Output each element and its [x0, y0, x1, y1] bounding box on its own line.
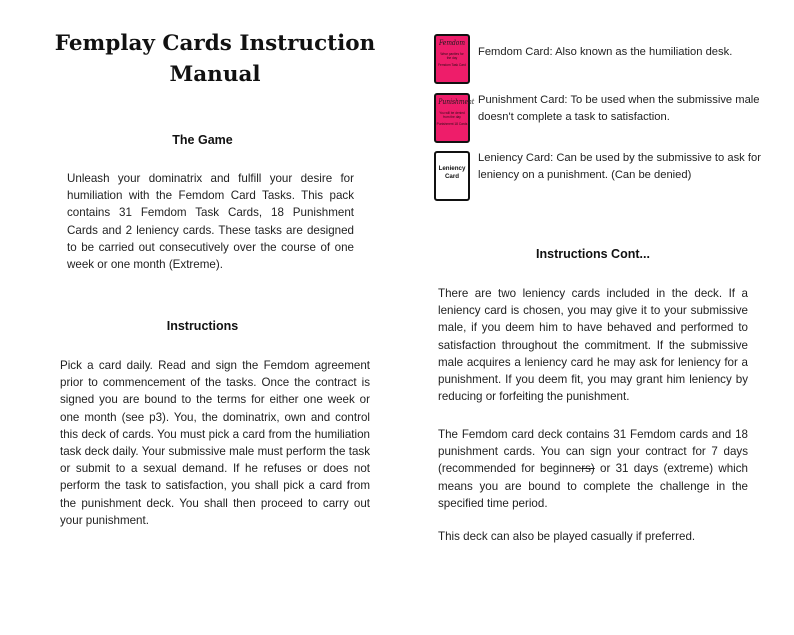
- deck-paragraph-start: The Femdom card deck contains 31 Femdom cards and 18 punishment cards. You can sign your contract for 7 days (recommended for beginne: [438, 428, 748, 476]
- femdom-card-image: [434, 34, 470, 84]
- leniency-card-label: Leniency Card: Can be used by the submissive to ask for leniency on a punishment. (Can be denied): [478, 152, 761, 181]
- instructions-cont-heading: Instructions Cont...: [536, 247, 650, 261]
- instructions-paragraph: Pick a card daily. Read and sign the Femdom agreement prior to commencement of the tasks. Once the contract is signed you are bound to the terms for either one week or one month (see p3). You, the dominatrix, own and control this deck of cards. You must pick a card from the humiliation task deck daily. Your submissive male must perform the task or submit to a sexual demand. If he refuses or does not perform the task to satisfaction, you shall pick a card from the punishment deck. You shall then proceed to carry out your punishment.: [60, 359, 370, 527]
- instructions-heading: Instructions: [166, 319, 239, 333]
- the-game-paragraph: Unleash your dominatrix and fulfill your desire for humiliation with the Femdom Card Tasks. This pack contains 31 Femdom Task Cards, 18 Punishment Cards and 2 leniency cards. These tasks are designed to be carried out consecutively over the course of one week or one month (Extreme).: [67, 172, 354, 272]
- femdom-card-text: Wear panties for the day: [440, 52, 464, 60]
- femdom-card-label: Femdom Card: Also known as the humiliation desk.: [478, 46, 733, 58]
- the-game-heading: The Game: [172, 133, 233, 147]
- punishment-card-image: [434, 93, 475, 143]
- deck-paragraph: [438, 426, 748, 512]
- leniency-card-title: Leniency Card: [438, 165, 466, 180]
- deck-paragraph-end: or 31 days (extreme) which means you are bound to complete the challenge in the specified time period.: [438, 462, 748, 510]
- punishment-card-label: Punishment Card: To be used when the submissive male doesn't complete a task to satisfaction.: [478, 94, 760, 123]
- casual-play-paragraph: This deck can also be played casually if preferred.: [438, 530, 696, 543]
- leniency-card-image: [434, 151, 470, 201]
- punishment-card-subtext: Punishment 18 Cards: [436, 122, 468, 126]
- punishment-card-title: Punishment: [438, 98, 475, 106]
- femdom-card-title: Femdom: [438, 39, 466, 47]
- femdom-card-subtext: Femdom Task Card: [438, 63, 466, 67]
- punishment-card-text: You will be denied from the day: [439, 111, 465, 119]
- page-title: Femplay Cards Instruction Manual: [54, 31, 376, 87]
- leniency-paragraph: There are two leniency cards included in the deck. If a leniency card is chosen, you may give it to your submissive male, if you deem him to have behaved and performed to satisfaction throughout the commitment. If the submissive male acquires a leniency card he may ask for leniency for a punishment. If you deem fit, you may grant him leniency by reducing or forfeiting the punishment.: [438, 287, 748, 404]
- deck-paragraph-strike: rs): [581, 462, 595, 476]
